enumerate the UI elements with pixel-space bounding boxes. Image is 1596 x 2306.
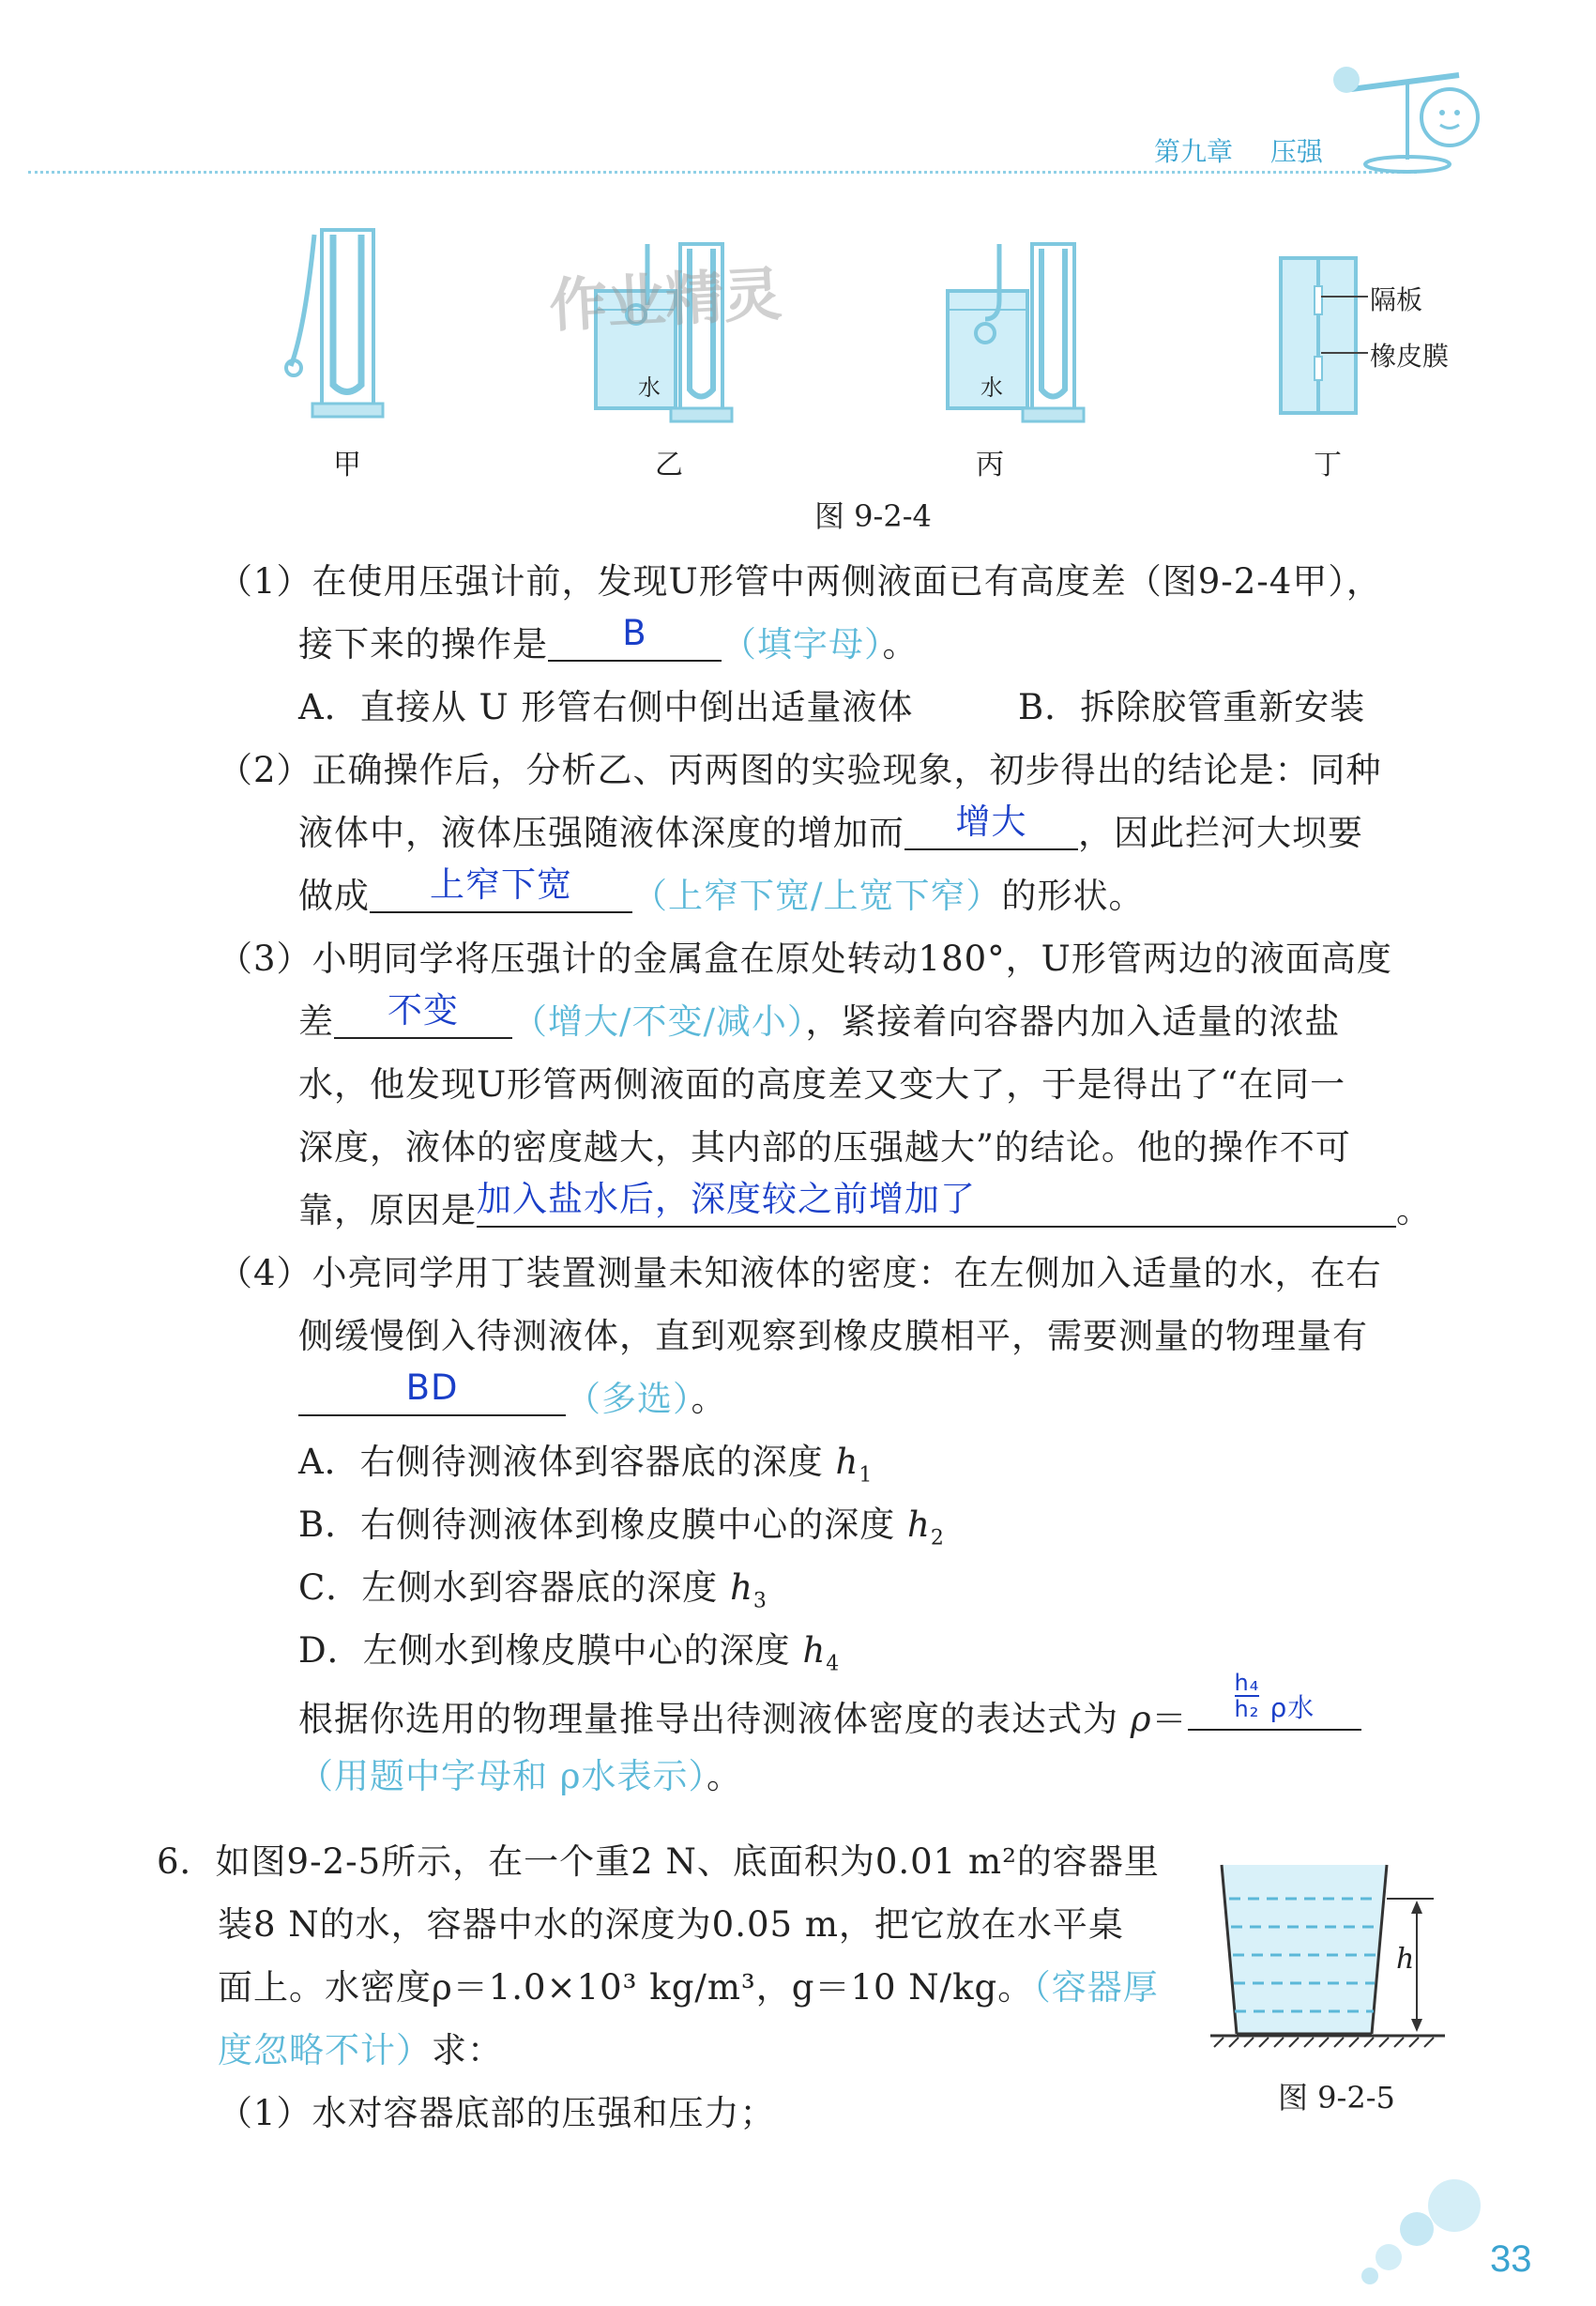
q3-answer1: 不变 — [388, 990, 459, 1031]
q1-line1: （1）在使用压强计前，发现U形管中两侧液面已有高度差（图9-2-4甲）， — [218, 561, 1382, 602]
q4-answer1-blank — [298, 1367, 566, 1416]
q3-line2-text: 差 — [298, 1001, 334, 1042]
q1-hint: （填字母） — [722, 624, 883, 664]
q4-option-c-var: h — [730, 1567, 753, 1608]
q2-answer2: 上窄下宽 — [430, 864, 572, 905]
water-label-bing: 水 — [980, 374, 1003, 401]
q2-answer1-blank — [904, 802, 1078, 850]
q2-line2-text: 液体中，液体压强随液体深度的增加而 — [298, 813, 904, 853]
q1-option-a: A．直接从 U 形管右侧中倒出适量液体 — [298, 687, 914, 727]
q4-fraction — [1235, 1671, 1260, 1721]
figure-label-ding: 丁 — [1314, 449, 1342, 481]
header-divider — [28, 171, 1417, 174]
q3-answer2: 加入盐水后，深度较之前增加了 — [477, 1179, 976, 1219]
q4-option-d — [298, 1628, 840, 1687]
q4-equals: ＝ — [1151, 1699, 1188, 1739]
q3-line5 — [298, 1179, 1432, 1233]
q6-line3-note: （容器厚 — [1033, 1967, 1159, 2008]
q6-line3-text: 面上。水密度ρ＝1.0×10³ kg/m³，g＝10 N/kg。 — [218, 1967, 1034, 2008]
q4-hint: （多选） — [566, 1379, 692, 1419]
figure-label-yi: 乙 — [655, 449, 683, 481]
q4-option-d-sub: 4 — [826, 1652, 841, 1676]
q4-option-b-var: h — [906, 1504, 931, 1545]
q3-line5-tail: 。 — [1396, 1190, 1432, 1230]
q6-sub1: （1）水对容器底部的压强和压力； — [218, 2093, 776, 2133]
q3-line2 — [298, 990, 1341, 1045]
q3-hint: （增大/不变/减小） — [512, 1001, 806, 1042]
q2-line3-tail: 的形状。 — [1001, 876, 1145, 916]
q6-line3 — [218, 1965, 1159, 2010]
depth-h-label: h — [1396, 1943, 1415, 1976]
q4-note-line — [298, 1754, 742, 1799]
q4-option-a-var: h — [835, 1442, 859, 1482]
q2-answer2-blank — [370, 864, 632, 913]
q1-period: 。 — [882, 624, 919, 664]
chapter-label: 第九章 — [1154, 136, 1234, 167]
q3-line3: 水，他发现U形管两侧液面的高度差又变大了，于是得出了“在同一 — [298, 1064, 1346, 1105]
q2-line1: （2）正确操作后，分析乙、丙两图的实验现象，初步得出的结论是：同种 — [218, 750, 1382, 790]
q4-rho: ρ — [1130, 1699, 1152, 1739]
q2-line3-text: 做成 — [298, 876, 370, 916]
q4-option-d-text: D．左侧水到橡皮膜中心的深度 — [298, 1630, 791, 1671]
header-decoration-icon — [1295, 38, 1482, 178]
q6-line2: 装8 N的水，容器中水的深度为0.05 m，把它放在水平桌 — [218, 1904, 1124, 1945]
manometer-jia-figure — [277, 216, 418, 422]
q4-line2: 侧缓慢倒入待测液体，直到观察到橡皮膜相平，需要测量的物理量有 — [298, 1316, 1368, 1356]
q2-line3 — [298, 864, 1145, 919]
q4-option-c-sub: 3 — [752, 1589, 768, 1613]
q1-option-b: B．拆除胶管重新安装 — [1018, 687, 1366, 727]
partition-label: 隔板 — [1370, 284, 1423, 315]
q4-fraction-num: h₄ — [1234, 1670, 1260, 1696]
q3-line1: （3）小明同学将压强计的金属盒在原处转动180°，U形管两边的液面高度 — [218, 939, 1392, 979]
q4-answer2-suffix: ρ水 — [1269, 1692, 1315, 1723]
q4-option-c — [298, 1565, 768, 1624]
q4-answer2-blank — [1188, 1670, 1361, 1731]
q4-option-a-sub: 1 — [859, 1463, 874, 1488]
q1-answer: B — [622, 613, 647, 653]
q4-option-a — [298, 1440, 873, 1498]
q2-line2 — [298, 802, 1363, 856]
q4-line3-tail: 。 — [691, 1379, 727, 1419]
q6-line1: 6．如图9-2-5所示，在一个重2 N、底面积为0.01 m²的容器里 — [157, 1841, 1160, 1882]
q4-option-b-text: B．右侧待测液体到橡皮膜中心的深度 — [298, 1504, 896, 1545]
figure-label-bing: 丙 — [976, 449, 1004, 481]
container-figure-9-2-5 — [1201, 1854, 1464, 2065]
q4-option-d-var: h — [802, 1630, 827, 1671]
q3-answer1-blank — [334, 990, 512, 1039]
q2-line2-tail: ，因此拦河大坝要 — [1078, 813, 1363, 853]
q1-answer-blank — [548, 613, 722, 662]
water-label-yi: 水 — [638, 374, 661, 401]
figure-caption-9-2-4: 图 9-2-4 — [814, 498, 932, 534]
q4-answer1: BD — [405, 1367, 459, 1408]
q4-line1: （4）小亮同学用丁装置测量未知液体的密度：在左侧加入适量的水，在右 — [218, 1253, 1382, 1293]
q3-answer2-blank — [477, 1179, 1396, 1228]
q2-answer1: 增大 — [955, 802, 1027, 842]
q4-line3 — [298, 1367, 727, 1422]
q4-note: （用题中字母和 ρ水表示） — [298, 1756, 707, 1796]
q4-option-a-text: A．右侧待测液体到容器底的深度 — [298, 1442, 824, 1482]
q4-option-b-sub: 2 — [930, 1526, 945, 1550]
footer-bubbles-icon — [1351, 2177, 1492, 2290]
q4-fraction-den: h₂ — [1234, 1696, 1260, 1722]
q2-hint: （上窄下宽/上宽下窄） — [632, 876, 1002, 916]
q1-line2 — [298, 613, 919, 667]
chapter-topic: 压强 — [1269, 136, 1323, 167]
figure-caption-9-2-5: 图 9-2-5 — [1278, 2080, 1395, 2115]
page-number: 33 — [1490, 2238, 1532, 2280]
q4-option-c-text: C．左侧水到容器底的深度 — [298, 1567, 719, 1608]
q3-line2-tail: ，紧接着向容器内加入适量的浓盐 — [805, 1001, 1341, 1042]
q4-formula-line — [298, 1670, 1361, 1742]
q1-line2-text: 接下来的操作是 — [298, 624, 548, 664]
q3-line4: 深度，液体的密度越大，其内部的压强越大”的结论。他的操作不可 — [298, 1127, 1351, 1168]
ding-label-leaders — [1321, 282, 1377, 357]
q4-note-end: 。 — [707, 1756, 743, 1796]
q6-line4-note: 度忽略不计） — [218, 2030, 432, 2070]
q6-line4 — [218, 2028, 503, 2073]
q6-line4-text: 求： — [432, 2030, 503, 2070]
watermark: 作业精灵 — [547, 259, 784, 341]
figure-label-jia: 甲 — [333, 449, 361, 481]
q4-option-b — [298, 1503, 945, 1561]
manometer-bing-figure — [943, 225, 1093, 432]
q3-line5-text: 靠，原因是 — [298, 1190, 477, 1230]
membrane-label: 橡皮膜 — [1370, 341, 1450, 372]
q4-formula-text: 根据你选用的物理量推导出待测液体密度的表达式为 — [298, 1699, 1118, 1739]
